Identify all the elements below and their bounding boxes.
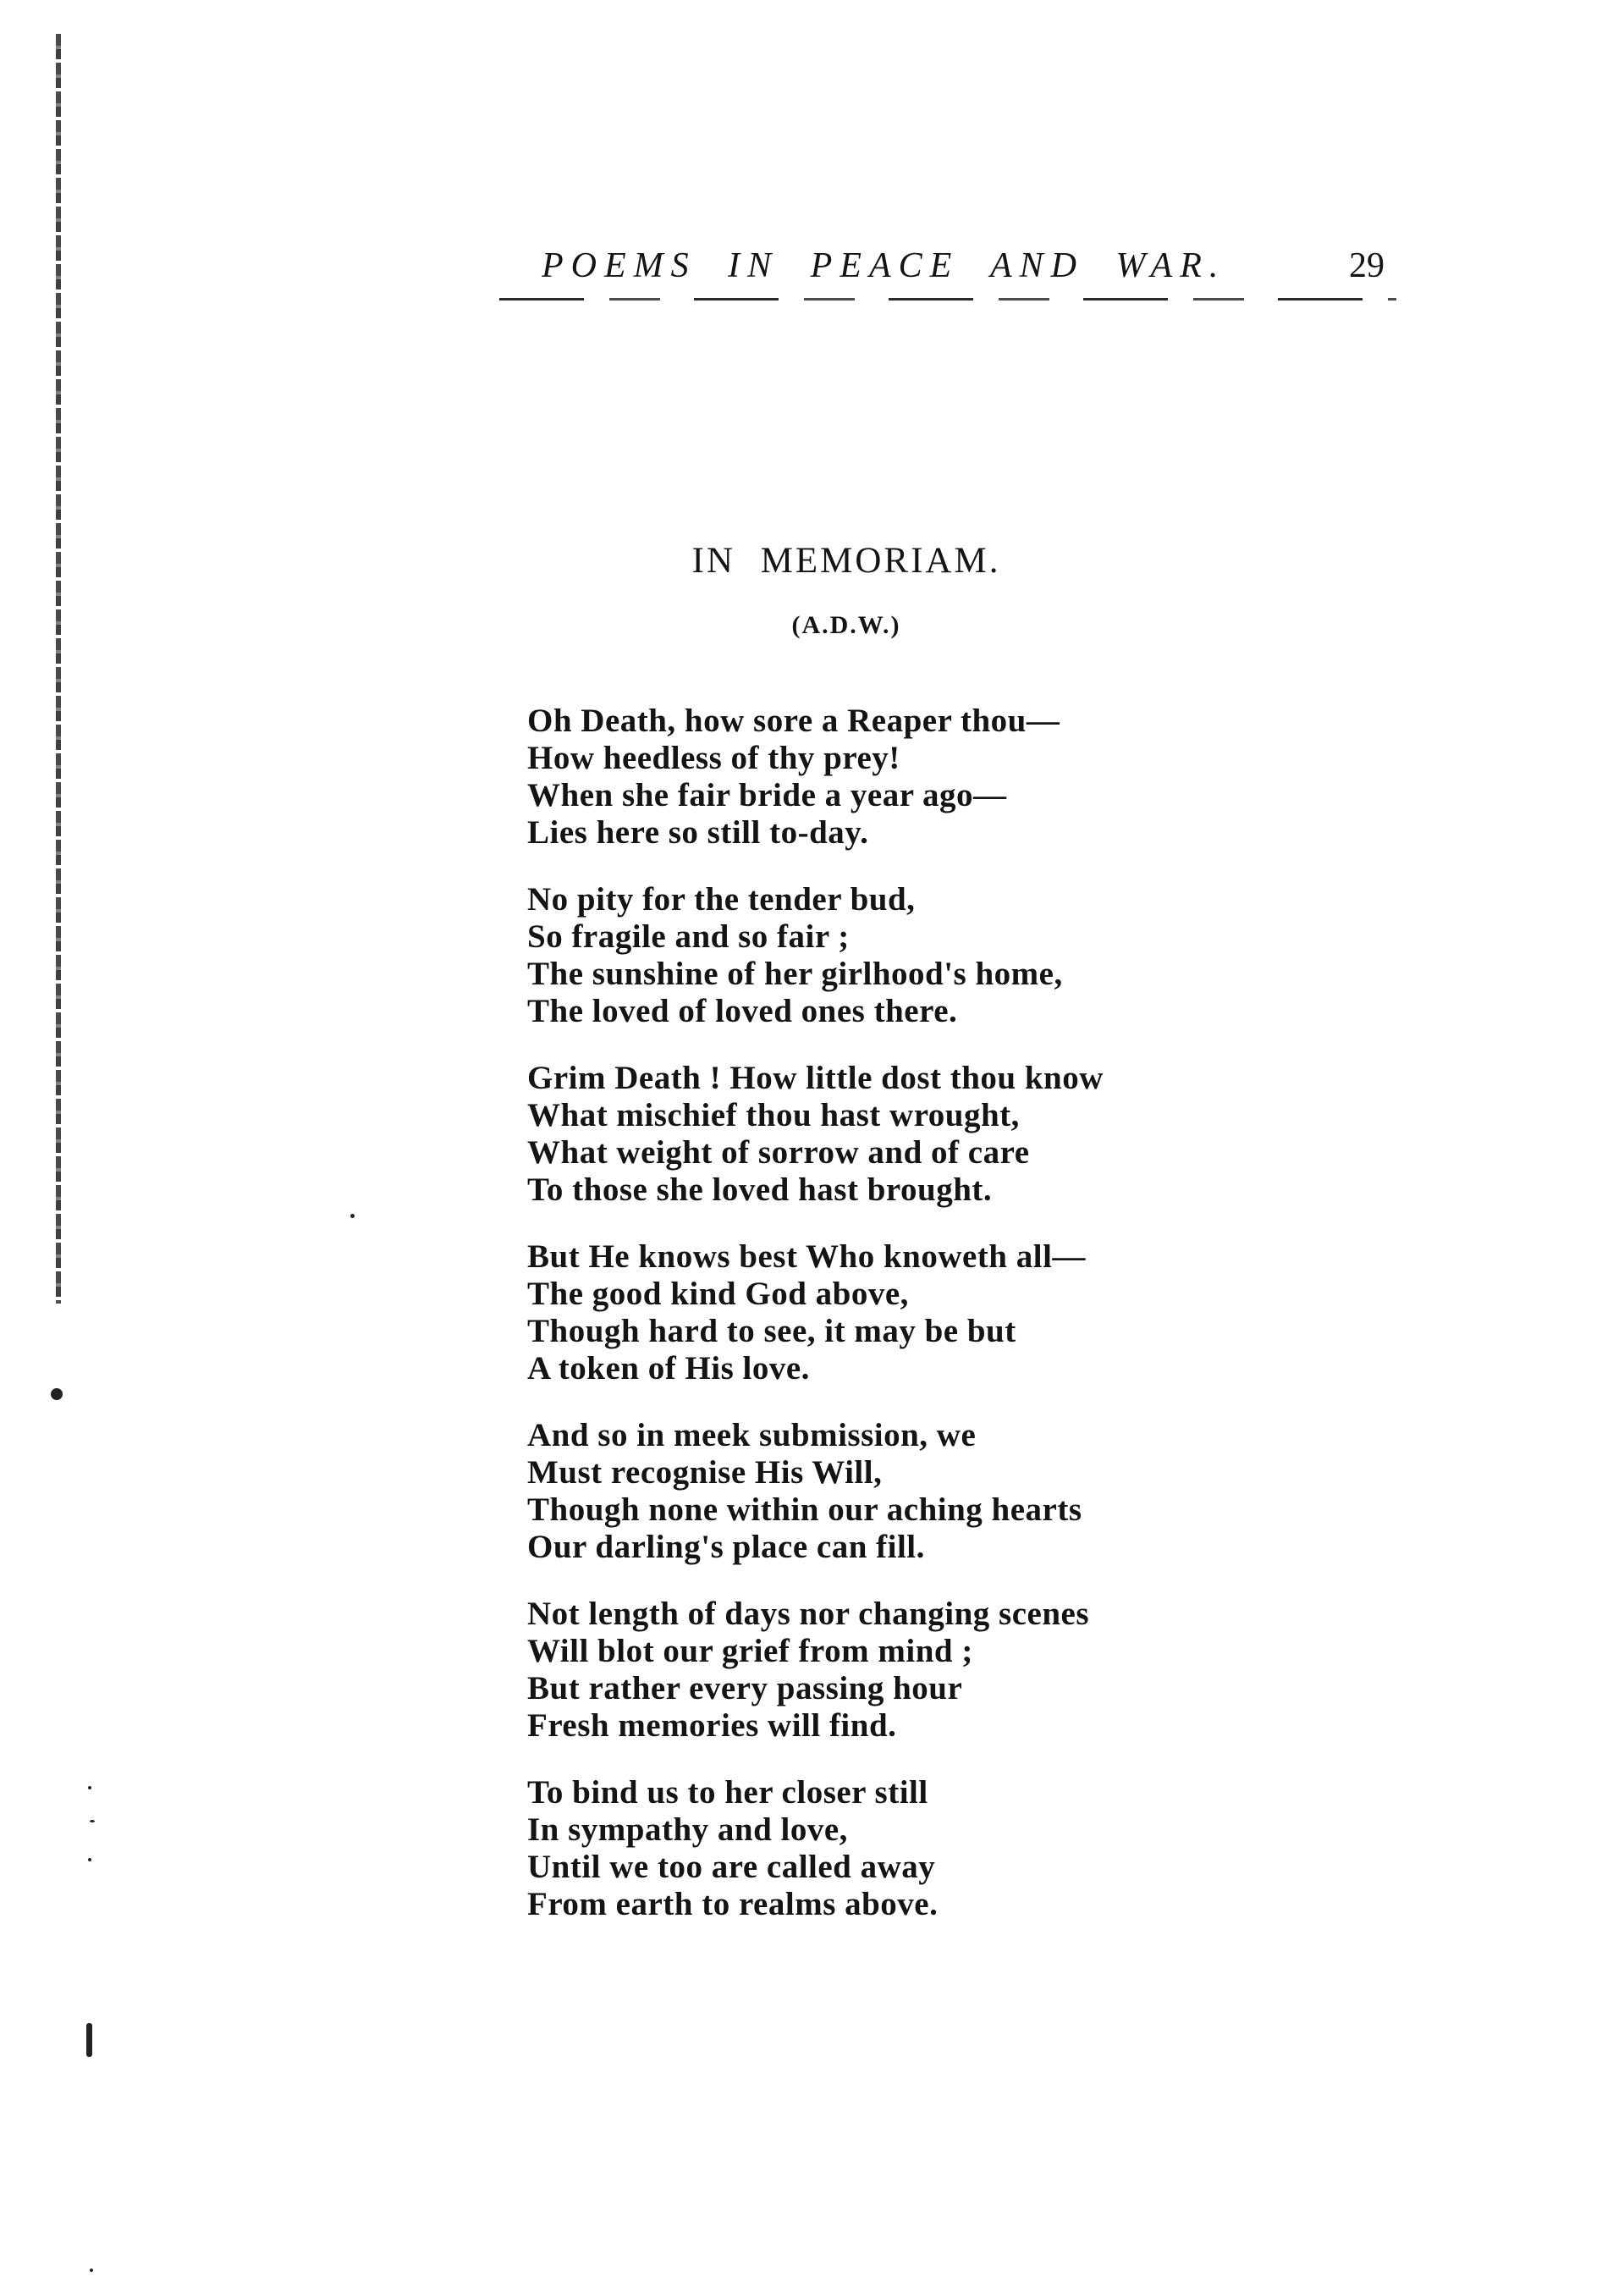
page-number: 29 — [1349, 246, 1385, 285]
poem-line: Fresh memories will find. — [527, 1707, 897, 1744]
poem-line: But He knows best Who knoweth all— — [527, 1238, 1086, 1275]
stanza-2 — [527, 881, 1374, 1030]
poem-line: Until we too are called away — [527, 1849, 936, 1885]
page-binding-edge — [56, 34, 61, 1304]
poem-line: And so in meek submission, we — [527, 1417, 977, 1453]
stanza-3 — [527, 1060, 1374, 1209]
print-speck — [88, 1858, 91, 1861]
poem-line: Though hard to see, it may be but — [527, 1313, 1016, 1349]
poem-body — [527, 703, 1374, 1953]
print-speck — [86, 2023, 92, 2057]
poem-line: A token of His love. — [527, 1350, 810, 1387]
poem-line: Grim Death ! How little dost thou know — [527, 1060, 1104, 1096]
poem-line: The good kind God above, — [527, 1276, 909, 1312]
poem-line: How heedless of thy prey! — [527, 740, 900, 776]
poem-line: Our darling's place can fill. — [527, 1529, 925, 1565]
poem-line: But rather every passing hour — [527, 1670, 963, 1706]
running-head — [499, 245, 1396, 305]
poem-line: To those she loved hast brought. — [527, 1172, 993, 1208]
print-speck — [350, 1214, 355, 1218]
poem-line: Will blot our grief from mind ; — [527, 1633, 973, 1669]
poem-line: Lies here so still to-day. — [527, 814, 869, 851]
print-speck — [90, 2269, 93, 2272]
stanza-1 — [527, 703, 1374, 852]
poem-title: IN MEMORIAM. — [691, 541, 1001, 581]
poem-line: What mischief thou hast wrought, — [527, 1097, 1020, 1133]
header-rule — [499, 298, 1396, 300]
running-title: POEMS IN PEACE AND WAR. — [542, 246, 1226, 285]
poem-line: No pity for the tender bud, — [527, 881, 916, 918]
poem-line: What weight of sorrow and of care — [527, 1134, 1030, 1171]
stanza-7 — [527, 1774, 1374, 1923]
stanza-4 — [527, 1238, 1374, 1387]
poem-dedication: (A.D.W.) — [791, 611, 901, 639]
stanza-5 — [527, 1417, 1374, 1566]
print-speck — [51, 1388, 63, 1400]
stanza-6 — [527, 1596, 1374, 1745]
poem-line: From earth to realms above. — [527, 1886, 939, 1922]
poem-line: The loved of loved ones there. — [527, 993, 958, 1029]
print-speck — [90, 1820, 95, 1822]
poem-line: Not length of days nor changing scenes — [527, 1596, 1090, 1632]
poem-line: Must recognise His Will, — [527, 1454, 883, 1491]
poem-line: So fragile and so fair ; — [527, 918, 850, 955]
print-speck — [88, 1786, 91, 1789]
poem-line: In sympathy and love, — [527, 1811, 848, 1848]
poem-line: Oh Death, how sore a Reaper thou— — [527, 703, 1060, 739]
poem-line: The sunshine of her girlhood's home, — [527, 956, 1063, 992]
poem-line: To bind us to her closer still — [527, 1774, 928, 1811]
poem-line: Though none within our aching hearts — [527, 1491, 1082, 1528]
poem-line: When she fair bride a year ago— — [527, 777, 1007, 813]
